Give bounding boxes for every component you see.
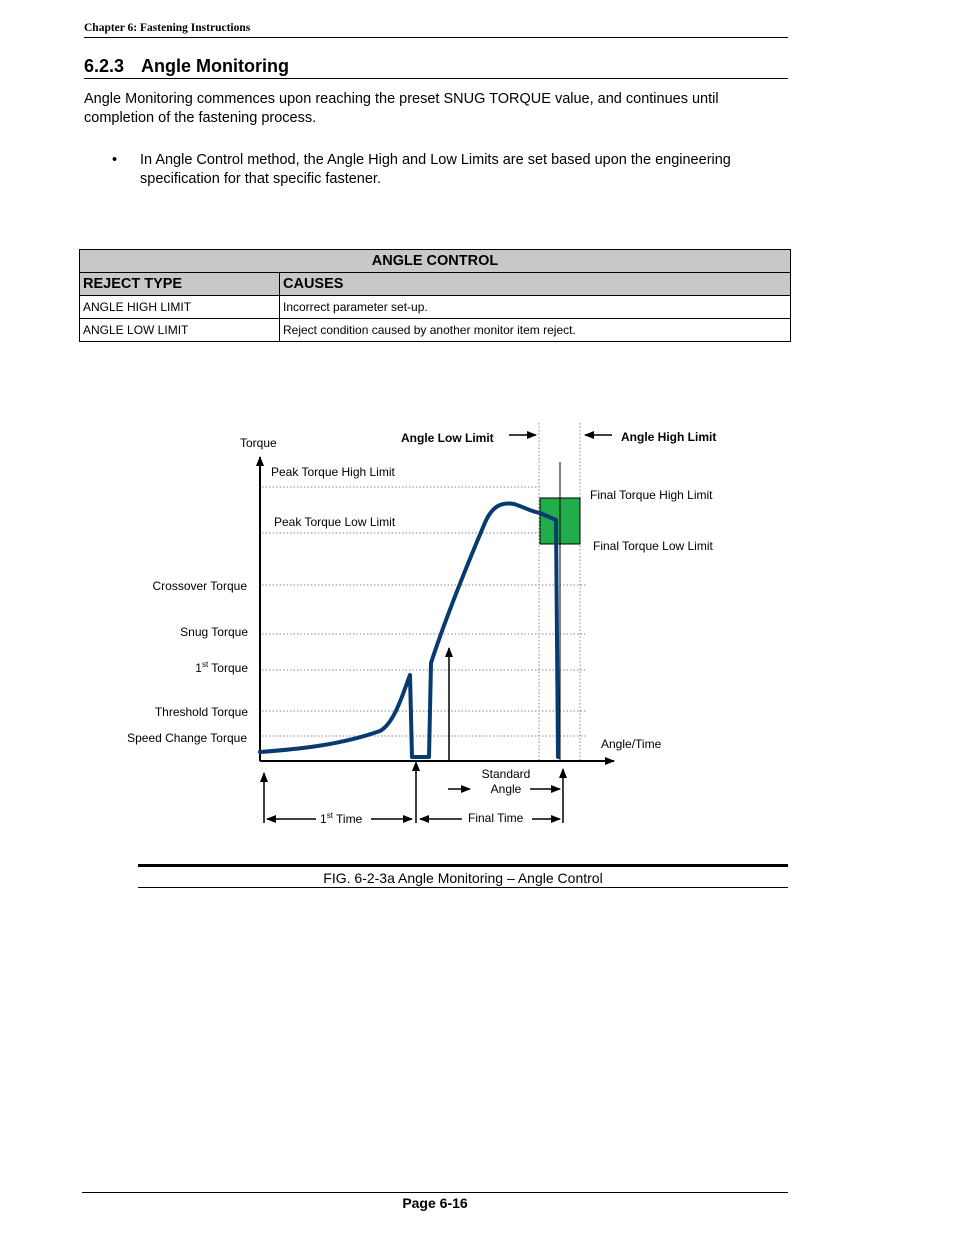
column-header-reject-type: REJECT TYPE — [80, 273, 280, 296]
first-torque-superscript: st — [201, 660, 209, 669]
x-axis-label: Angle/Time — [601, 737, 662, 751]
first-torque-number: 1 — [195, 661, 202, 675]
peak-high-label: Peak Torque High Limit — [271, 465, 395, 479]
table-cell: Incorrect parameter set-up. — [280, 296, 791, 319]
table-cell: Reject condition caused by another monitor item reject. — [280, 319, 791, 342]
angle-low-limit-label: Angle Low Limit — [401, 431, 494, 445]
column-header-causes: CAUSES — [280, 273, 791, 296]
table-cell: ANGLE LOW LIMIT — [80, 319, 280, 342]
standard-label: Standard — [481, 767, 531, 781]
speed-change-label: Speed Change Torque — [127, 731, 247, 745]
first-torque-word: Torque — [208, 661, 248, 675]
y-axis-label: Torque — [240, 436, 277, 450]
section-title: Angle Monitoring — [141, 56, 289, 76]
bullet-symbol: • — [112, 152, 118, 168]
figure-caption: FIG. 6-2-3a Angle Monitoring – Angle Control — [138, 864, 788, 888]
first-time-number: 1 — [320, 812, 327, 826]
page-number: Page 6-16 — [82, 1192, 788, 1211]
section-number: 6.2.3 — [84, 56, 125, 76]
final-high-label: Final Torque High Limit — [590, 488, 713, 502]
intro-paragraph: Angle Monitoring commences upon reaching the preset SNUG TORQUE value, and continues until completion of the fastening process. — [84, 91, 719, 126]
table-cell: ANGLE HIGH LIMIT — [80, 296, 280, 319]
torque-curve — [260, 503, 558, 757]
threshold-label: Threshold Torque — [154, 705, 248, 719]
first-time-superscript: st — [326, 811, 333, 820]
snug-label: Snug Torque — [180, 625, 248, 639]
angle-high-limit-label: Angle High Limit — [621, 430, 717, 444]
table-title: ANGLE CONTROL — [80, 250, 791, 273]
first-time-label — [320, 811, 363, 826]
final-low-label: Final Torque Low Limit — [593, 539, 713, 553]
first-torque-label — [195, 660, 248, 675]
crossover-label: Crossover Torque — [152, 579, 247, 593]
angle-label: Angle — [490, 782, 522, 796]
bullet-text: In Angle Control method, the Angle High and Low Limits are set based upon the engineering specification for that specific fastener. — [140, 152, 731, 187]
final-time-label: Final Time — [468, 811, 524, 825]
first-time-word: Time — [332, 812, 363, 826]
chapter-header: Chapter 6: Fastening Instructions — [84, 22, 788, 38]
peak-low-label: Peak Torque Low Limit — [274, 515, 396, 529]
